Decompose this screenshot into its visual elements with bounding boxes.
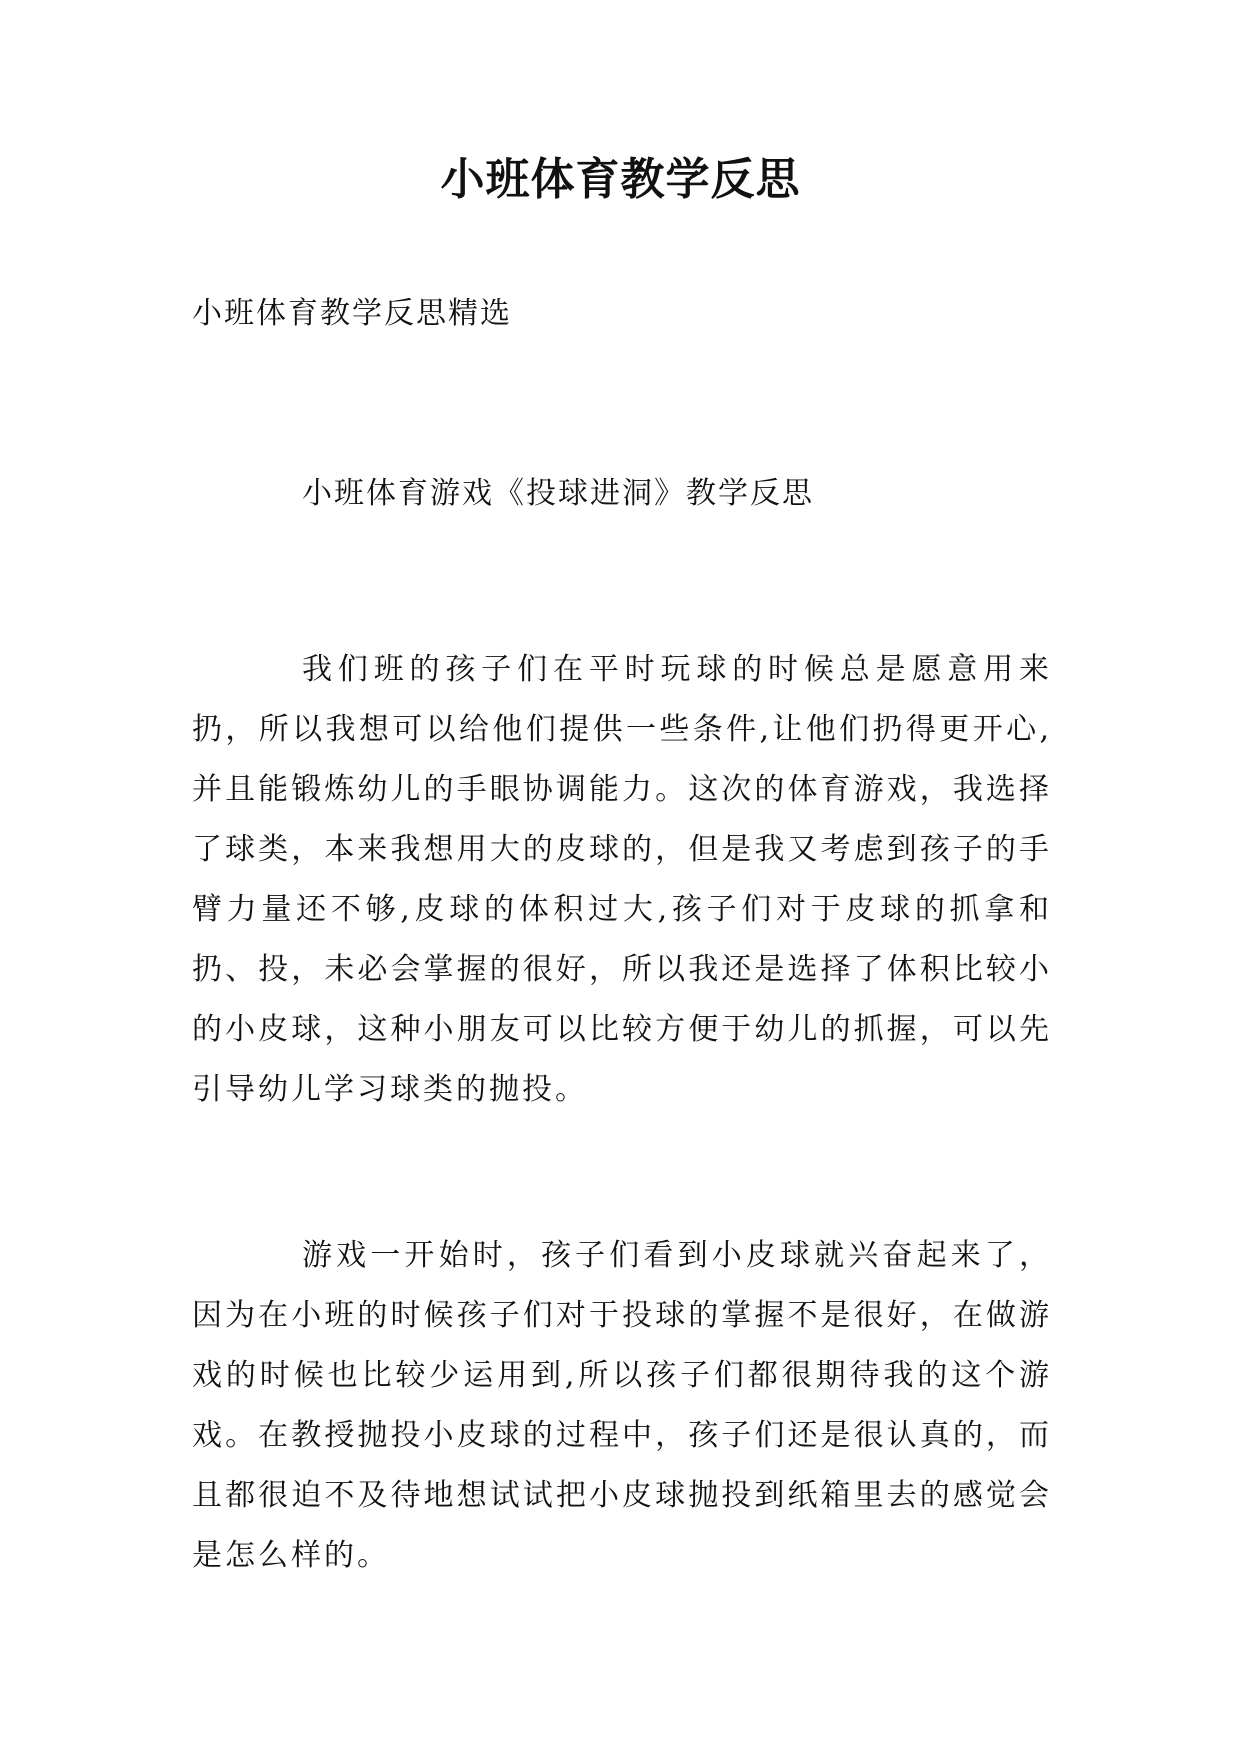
document-title: 小班体育教学反思 <box>440 154 801 205</box>
section-heading: 小班体育游戏《投球进洞》教学反思 <box>302 476 814 511</box>
body-paragraph: 我们班的孩子们在平时玩球的时候总是愿意用来扔，所以我想可以给他们提供一些条件,让他们扔得更开心,并且能锻炼幼儿的手眼协调能力。这次的体育游戏，我选择了球类，本来我想用大的皮球的，但是我又考虑到孩子的手臂力量还不够,皮球的体积过大,孩子们对于皮球的抓拿和扔、投，未必会掌握的很好，所以我还是选择了体积比较小的小皮球，这种小朋友可以比较方便于幼儿的抓握，可以先引导幼儿学习球类的抛投。 <box>192 652 1052 1107</box>
body-paragraph: 游戏一开始时，孩子们看到小皮球就兴奋起来了，因为在小班的时候孩子们对于投球的掌握不是很好，在做游戏的时候也比较少运用到,所以孩子们都很期待我的这个游戏。在教授抛投小皮球的过程中，孩子们还是很认真的，而且都很迫不及待地想试试把小皮球抛投到纸箱里去的感觉会是怎么样的。 <box>192 1238 1052 1573</box>
document-subtitle: 小班体育教学反思精选 <box>192 296 512 331</box>
